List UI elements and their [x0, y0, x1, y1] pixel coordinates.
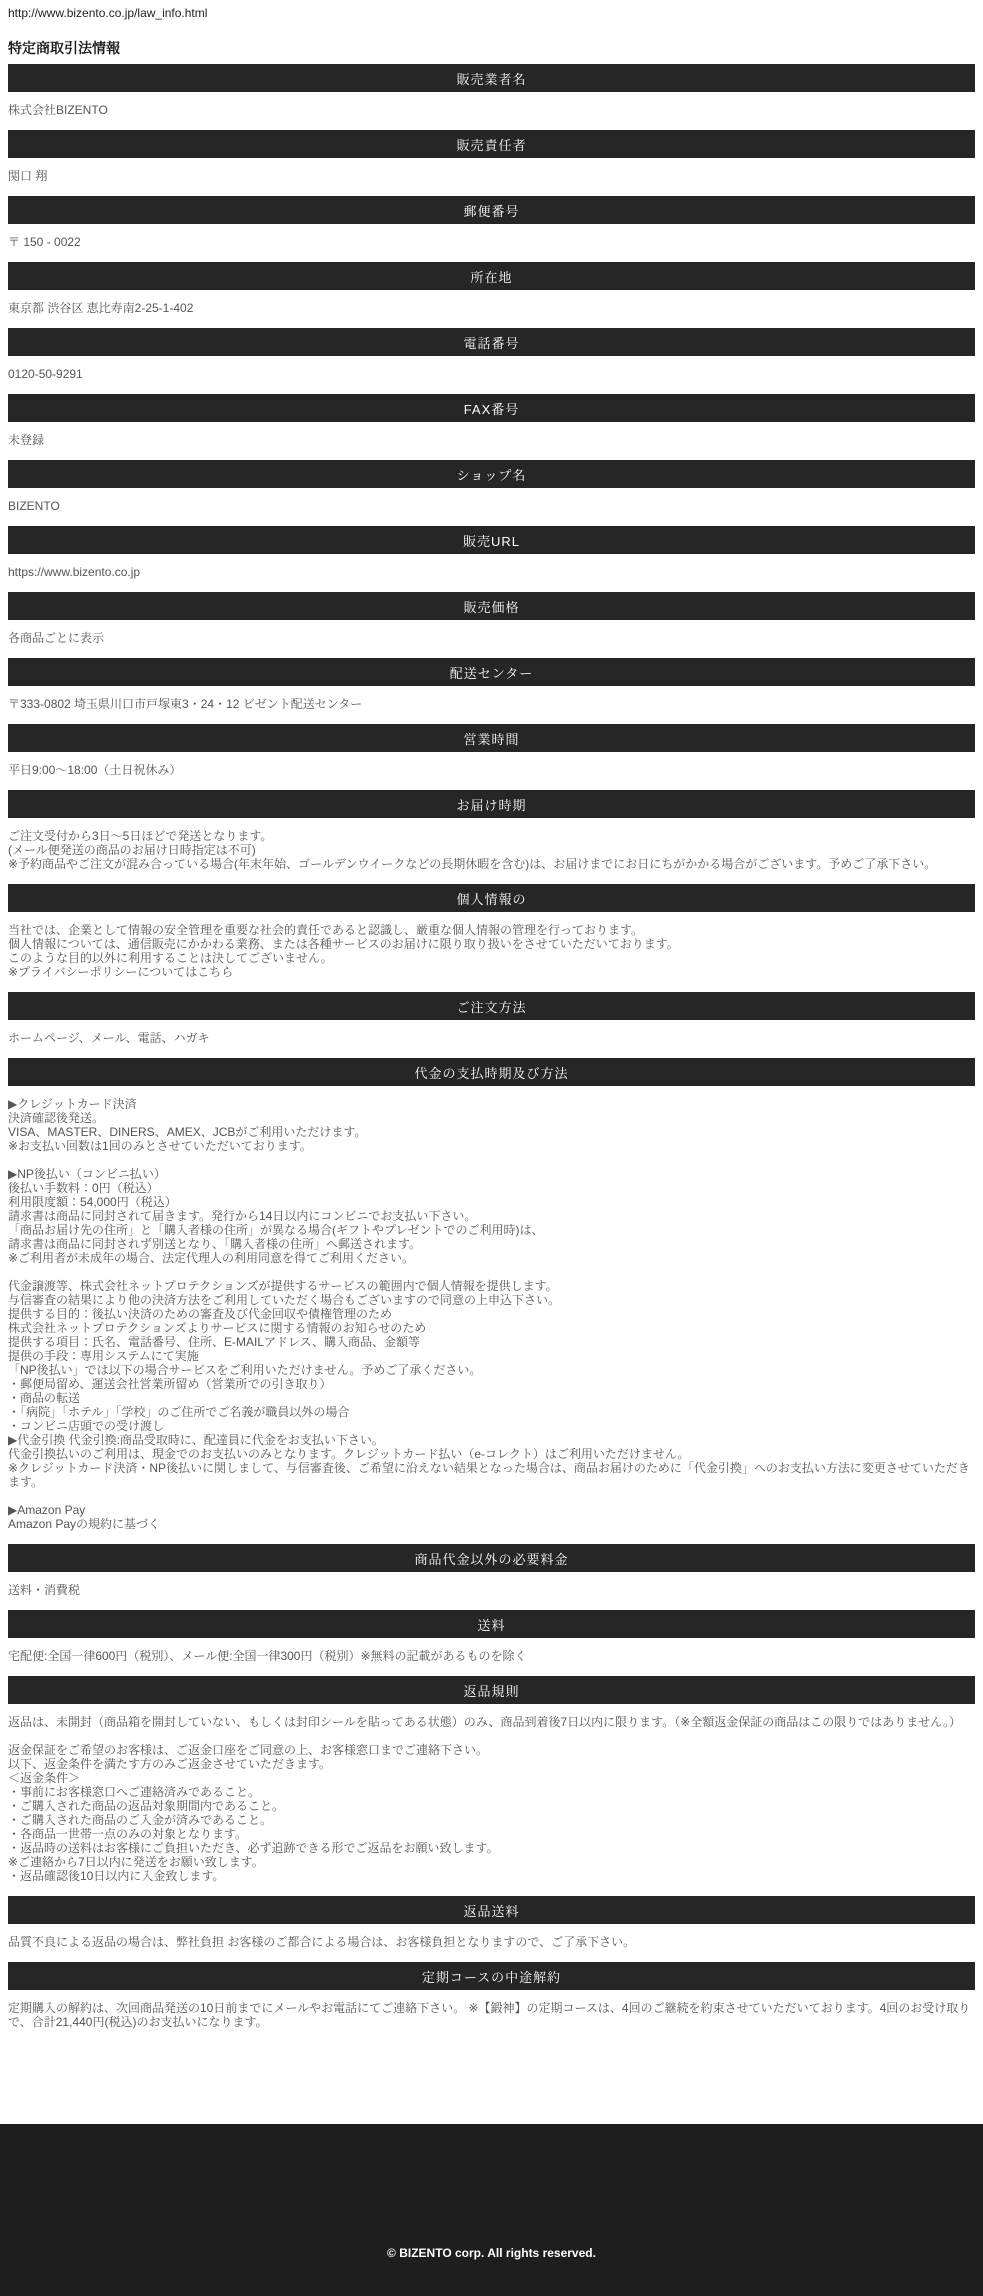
section-header-label: 商品代金以外の必要料金: [414, 1551, 569, 1567]
section-header-bar: [8, 526, 975, 554]
section-header-label: 返品規則: [463, 1683, 520, 1699]
law-section: [8, 724, 975, 777]
law-section: [8, 1058, 975, 1531]
section-text-line: ※ご連絡から7日以内に発送をお願い致します。: [8, 1855, 264, 1869]
section-text-line: Amazon Payの規約に基づく: [8, 1517, 161, 1531]
section-header-label: ショップ名: [456, 467, 527, 483]
law-section: [8, 884, 975, 979]
section-content: [8, 829, 975, 871]
section-text-line: 〒333-0802 埼玉県川口市戸塚東3・24・12 ビゼント配送センター: [8, 697, 363, 711]
section-text-line: 返品は、未開封（商品箱を開封していない、もしくは封印シールを貼ってある状態）のみ、商品到着後7日以内に限ります。（※全額返金保証の商品はこの限りではありません。）: [8, 1715, 961, 1729]
section-header-bar: [8, 130, 975, 158]
section-header-bar: [8, 196, 975, 224]
section-header-bar: [8, 64, 975, 92]
section-content: [8, 1935, 975, 1949]
section-text-line: ご注文受付から3日〜5日ほどで発送となります。: [8, 829, 273, 843]
section-header-bar: [8, 1676, 975, 1704]
section-header-bar: [8, 592, 975, 620]
section-header-label: ご注文方法: [456, 999, 527, 1015]
page-url: http://www.bizento.co.jp/law_info.html: [8, 6, 208, 20]
section-content: [8, 565, 975, 579]
section-text-line: [8, 1153, 975, 1167]
section-text-line: 未登録: [8, 433, 45, 447]
section-text-line: 代金引換払いのご利用は、現金でのお支払いのみとなります。クレジットカード払い（e-コレクト）はご利用いただけません。: [8, 1447, 690, 1461]
section-text-line: 当社では、企業として情報の安全管理を重要な社会的責任であると認識し、厳重な個人情報の管理を行っております。: [8, 923, 644, 937]
section-header-bar: [8, 328, 975, 356]
section-text-line: 関口 翔: [8, 169, 48, 183]
section-text-line: ▶Amazon Pay: [8, 1503, 86, 1517]
section-text-line: 請求書は商品に同封されず別送となり、「購入者様の住所」へ郵送されます。: [8, 1237, 422, 1251]
section-text-line: 「NP後払い」では以下の場合サービスをご利用いただけません。予めご了承ください。: [8, 1363, 482, 1377]
section-content: [8, 763, 975, 777]
section-text-line: 宅配便:全国一律600円（税別）、メール便:全国一律300円（税別）※無料の記載があるものを除く: [8, 1649, 527, 1663]
section-text-line: 代金譲渡等、株式会社ネットプロテクションズが提供するサービスの範囲内で個人情報を提供します。: [8, 1279, 558, 1293]
section-text-line: 利用限度額：54,000円（税込）: [8, 1195, 177, 1209]
section-header-bar: [8, 394, 975, 422]
law-section: [8, 1610, 975, 1663]
section-text-line: ※プライバシーポリシーについてはこちら: [8, 965, 234, 979]
section-header-label: 返品送料: [463, 1903, 520, 1919]
section-header-label: FAX番号: [463, 401, 520, 417]
section-header-bar: [8, 1962, 975, 1990]
section-text-line: ▶代金引換 代金引換:商品受取時に、配達員に代金をお支払い下さい。: [8, 1433, 384, 1447]
section-text-line: 提供の手段：専用システムにて実施: [8, 1349, 199, 1363]
section-header-bar: [8, 1896, 975, 1924]
section-content: [8, 631, 975, 645]
section-header-label: 個人情報の: [456, 891, 527, 907]
section-content: [8, 1097, 975, 1531]
section-text-line: 後払い手数料：0円（税込）: [8, 1181, 159, 1195]
section-header-bar: [8, 1544, 975, 1572]
section-content: [8, 235, 975, 249]
section-text-line: 与信審査の結果により他の決済方法をご利用していただく場合もございますので同意の上申込下さい。: [8, 1293, 561, 1307]
section-header-bar: [8, 884, 975, 912]
section-text-line: 定期購入の解約は、次回商品発送の10日前までにメールやお電話にてご連絡下さい。 ※【鍛神】の定期コースは、4回のご継続を約束させていただいております。4回のお受け取りで、合計21,440円(税込)のお支払いになります。: [8, 2001, 971, 2029]
section-header-bar: [8, 1610, 975, 1638]
section-header-bar: [8, 460, 975, 488]
section-text-line: ・各商品一世帯一点のみの対象となります。: [8, 1827, 248, 1841]
section-text-line: 請求書は商品に同封されて届きます。発行から14日以内にコンビニでお支払い下さい。: [8, 1209, 477, 1223]
section-text-line: ※お支払い回数は1回のみとさせていただいております。: [8, 1139, 312, 1153]
section-header-label: 販売URL: [462, 533, 520, 549]
section-text-line: 東京都 渋谷区 恵比寿南2-25-1-402: [8, 301, 194, 315]
section-text-line: ・返品時の送料はお客様にご負担いただき、必ず追跡できる形でご返品をお願い致します。: [8, 1841, 499, 1855]
law-section: [8, 1544, 975, 1597]
law-section: [8, 658, 975, 711]
law-section: [8, 1896, 975, 1949]
law-section: [8, 328, 975, 381]
section-text-line: 返金保証をご希望のお客様は、ご返金口座をご同意の上、お客様窓口までご連絡下さい。: [8, 1743, 489, 1757]
section-text-line: (メール便発送の商品のお届け日時指定は不可): [8, 843, 256, 857]
section-header-label: 郵便番号: [463, 203, 520, 219]
section-header-label: 代金の支払時期及び方法: [414, 1065, 569, 1081]
section-text-line: ・「病院」「ホテル」「学校」のご住所でご名義が職員以外の場合: [8, 1405, 350, 1419]
section-text-line: BIZENTO: [8, 499, 60, 513]
section-text-line: [8, 1265, 975, 1279]
section-content: [8, 1031, 975, 1045]
section-content: [8, 433, 975, 447]
law-section: [8, 262, 975, 315]
section-header-label: 販売価格: [463, 599, 520, 615]
section-header-label: お届け時期: [456, 797, 527, 813]
law-section: [8, 64, 975, 117]
section-content: [8, 301, 975, 315]
section-text-line: 提供する目的：後払い決済のための審査及び代金回収や債権管理のため: [8, 1307, 393, 1321]
section-header-bar: [8, 658, 975, 686]
section-header-label: 電話番号: [463, 335, 520, 351]
law-section: [8, 1676, 975, 1883]
section-text-line: 個人情報については、通信販売にかかわる業務、または各種サービスのお届けに限り取り扱いをさせていただいております。: [8, 937, 679, 951]
section-header-bar: [8, 262, 975, 290]
section-content: [8, 499, 975, 513]
section-text-line: ・ご購入された商品の返品対象期間内であること。: [8, 1799, 285, 1813]
section-header-bar: [8, 992, 975, 1020]
law-section: [8, 394, 975, 447]
page-footer: [0, 2124, 983, 2296]
section-text-line: ・事前にお客様窓口へご連絡済みであること。: [8, 1785, 261, 1799]
section-text-line: [8, 1729, 975, 1743]
section-text-line: 「商品お届け先の住所」と「購入者様の住所」が異なる場合(ギフトやプレゼントでのご利用時)は、: [8, 1223, 544, 1237]
law-section: [8, 790, 975, 871]
page-title: 特定商取引法情報: [8, 40, 120, 56]
section-text-line: ※クレジットカード決済・NP後払いに関しまして、与信審査後、ご希望に沿えない結果となった場合は、商品お届けのために「代金引換」へのお支払い方法に変更させていただきます。: [8, 1461, 970, 1489]
section-text-line: ▶NP後払い（コンビニ払い）: [8, 1167, 166, 1181]
section-text-line: ＜返金条件＞: [8, 1771, 81, 1785]
section-header-bar: [8, 724, 975, 752]
section-text-line: ▶クレジットカード決済: [8, 1097, 137, 1111]
sections-list: [8, 64, 975, 2029]
section-content: [8, 1649, 975, 1663]
section-content: [8, 1715, 975, 1883]
section-text-line: 各商品ごとに表示: [8, 631, 105, 645]
section-text-line: 株式会社BIZENTO: [8, 103, 108, 117]
section-header-bar: [8, 790, 975, 818]
section-text-line: 提供する項目：氏名、電話番号、住所、E-MAILアドレス、購入商品、金額等: [8, 1335, 421, 1349]
section-text-line: [8, 1489, 975, 1503]
section-text-line: ※ご利用者が未成年の場合、法定代理人の利用同意を得てご利用ください。: [8, 1251, 415, 1265]
law-section: [8, 130, 975, 183]
section-text-line: 0120-50-9291: [8, 367, 83, 381]
section-content: [8, 923, 975, 979]
section-header-bar: [8, 1058, 975, 1086]
section-text-line: ・商品の転送: [8, 1391, 81, 1405]
section-content: [8, 169, 975, 183]
section-text-line: ・郵便局留め、運送会社営業所留め（営業所での引き取り）: [8, 1377, 332, 1391]
section-header-label: 定期コースの中途解約: [421, 1969, 562, 1985]
copyright-text: © BIZENTO corp. All rights reserved.: [387, 2246, 596, 2260]
section-content: [8, 2001, 975, 2029]
section-header-label: 販売業者名: [456, 71, 527, 87]
section-content: [8, 367, 975, 381]
section-text-line: 決済確認後発送。: [8, 1111, 105, 1125]
section-text-line: このような目的以外に利用することは決してございません。: [8, 951, 333, 965]
section-text-line: https://www.bizento.co.jp: [8, 565, 141, 579]
law-section: [8, 1962, 975, 2029]
law-section: [8, 196, 975, 249]
section-text-line: 平日9:00〜18:00（土日祝休み）: [8, 763, 182, 777]
section-header-label: 営業時間: [463, 731, 520, 747]
section-text-line: ・コンビニ店頭での受け渡し: [8, 1419, 165, 1433]
section-header-label: 所在地: [470, 269, 513, 285]
section-text-line: 株式会社ネットプロテクションズよりサービスに関する情報のお知らせのため: [8, 1321, 427, 1335]
section-text-line: ・ご購入された商品のご入金が済みであること。: [8, 1813, 273, 1827]
law-section: [8, 526, 975, 579]
section-text-line: 送料・消費税: [8, 1583, 81, 1597]
section-header-label: 配送センター: [449, 665, 534, 681]
law-section: [8, 460, 975, 513]
section-header-label: 販売責任者: [456, 137, 527, 153]
section-text-line: 以下、返金条件を満たす方のみご返金させていただきます。: [8, 1757, 332, 1771]
section-header-label: 送料: [477, 1617, 506, 1633]
section-text-line: VISA、MASTER、DINERS、AMEX、JCBがご利用いただけます。: [8, 1125, 367, 1139]
section-text-line: 品質不良による返品の場合は、弊社負担 お客様のご都合による場合は、お客様負担となりますので、ご了承下さい。: [8, 1935, 636, 1949]
section-content: [8, 103, 975, 117]
section-text-line: 〒 150 - 0022: [8, 235, 81, 249]
section-content: [8, 697, 975, 711]
law-section: [8, 992, 975, 1045]
section-content: [8, 1583, 975, 1597]
section-text-line: ・返品確認後10日以内に入金致します。: [8, 1869, 225, 1883]
section-text-line: ※予約商品やご注文が混み合っている場合(年末年始、ゴールデンウイークなどの長期休暇を含む)は、お届けまでにお日にちがかかる場合がございます。予めご了承下さい。: [8, 857, 937, 871]
law-section: [8, 592, 975, 645]
section-text-line: ホームページ、メール、電話、ハガキ: [8, 1031, 210, 1045]
